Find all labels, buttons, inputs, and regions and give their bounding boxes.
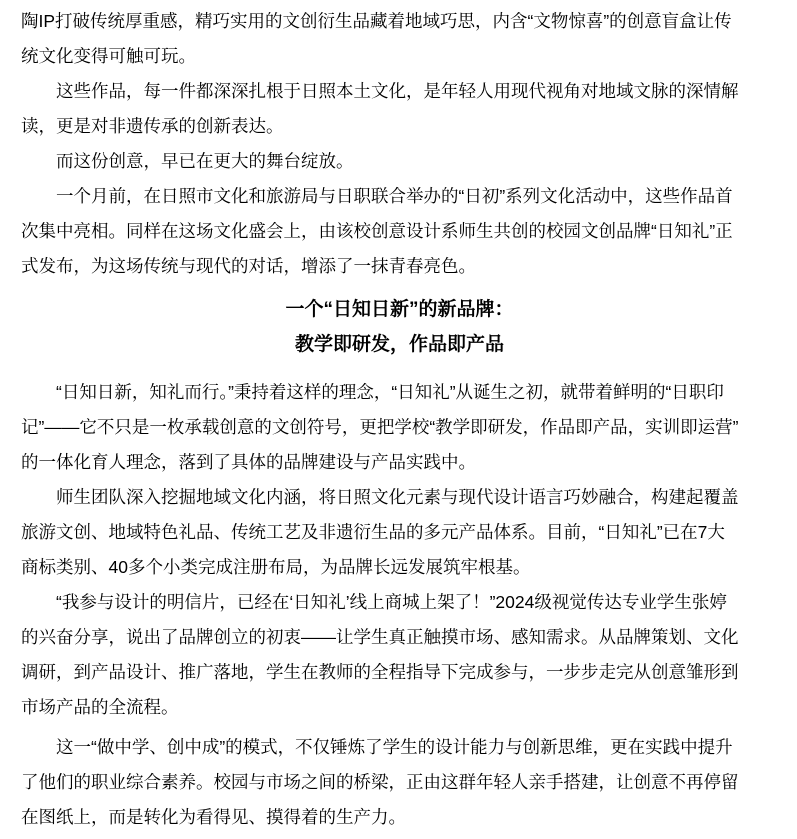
- text-line: 次集中亮相。同样在这场文化盛会上，由该校创意设计系师生共创的校园文创品牌“日知礼”正: [21, 221, 733, 241]
- text-line: 的一体化育人理念，落到了具体的品牌建设与产品实践中。: [21, 452, 476, 472]
- text-line: 这一“做中学、创中成”的模式，不仅锤炼了学生的设计能力与创新思维，更在实践中提升: [56, 737, 733, 757]
- text-line: 的兴奋分享，说出了品牌创立的初衷——让学生真正触摸市场、感知需求。从品牌策划、文化: [21, 627, 739, 647]
- paragraph: [21, 480, 759, 585]
- text-line: 旅游文创、地域特色礼品、传统工艺及非遗衍生品的多元产品体系。目前，“日知礼”已在7大: [21, 522, 725, 542]
- text-line: 而这份创意，早已在更大的舞台绽放。: [56, 151, 354, 171]
- paragraph: [21, 4, 759, 74]
- text-line: 读，更是对非遗传承的创新表达。: [21, 116, 284, 136]
- paragraph: [21, 179, 759, 284]
- text-line: 商标类别、40多个小类完成注册布局，为品牌长远发展筑牢根基。: [21, 557, 531, 577]
- heading-line: 一个“日知日新”的新品牌：: [285, 299, 514, 320]
- text-line: “我参与设计的明信片，已经在‘日知礼’线上商城上架了！”2024级视觉传达专业学生张婷: [56, 592, 727, 612]
- text-line: “日知日新，知礼而行。”秉持着这样的理念，“日知礼”从诞生之初，就带着鲜明的“日职印: [56, 382, 724, 402]
- paragraph: [21, 585, 759, 725]
- text-line: 一个月前，在日照市文化和旅游局与日职联合举办的“日初”系列文化活动中，这些作品首: [56, 186, 733, 206]
- text-line: 统文化变得可触可玩。: [21, 46, 196, 66]
- paragraph: [21, 730, 759, 835]
- text-line: 市场产品的全流程。: [21, 697, 179, 717]
- paragraph: [21, 144, 759, 179]
- paragraph: [21, 74, 759, 144]
- text-line: 这些作品，每一件都深深扎根于日照本土文化，是年轻人用现代视角对地域文脉的深情解: [56, 81, 739, 101]
- text-line: 了他们的职业综合素养。校园与市场之间的桥梁，正由这群年轻人亲手搭建，让创意不再停留: [21, 772, 739, 792]
- text-line: 师生团队深入挖掘地域文化内涵，将日照文化元素与现代设计语言巧妙融合，构建起覆盖: [56, 487, 739, 507]
- text-line: 式发布，为这场传统与现代的对话，增添了一抹青春亮色。: [21, 256, 476, 276]
- heading-line: 教学即研发，作品即产品: [294, 334, 504, 355]
- paragraph: [21, 375, 759, 480]
- text-line: 记”——它不只是一枚承载创意的文创符号，更把学校“教学即研发，作品即产品，实训即运营”: [21, 417, 739, 437]
- section-heading: [21, 292, 778, 362]
- text-line: 陶IP打破传统厚重感，精巧实用的文创衍生品藏着地域巧思，内含“文物惊喜”的创意盲盒让传: [21, 11, 732, 31]
- text-line: 在图纸上，而是转化为看得见、摸得着的生产力。: [21, 807, 406, 827]
- text-line: 调研，到产品设计、推广落地，学生在教师的全程指导下完成参与，一步步走完从创意雏形到: [21, 662, 739, 682]
